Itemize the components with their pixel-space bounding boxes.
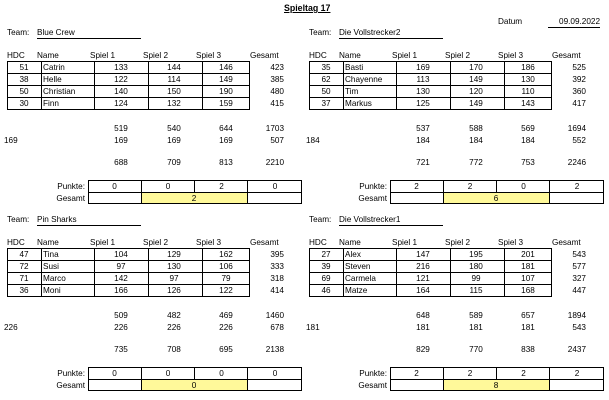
player-spiel1: 130 xyxy=(416,86,430,96)
team-label: Team: xyxy=(309,215,332,224)
team-name: Blue Crew xyxy=(37,27,141,39)
final-spiel1: 829 xyxy=(416,345,430,354)
player-name: Helle xyxy=(43,74,62,84)
player-spiel3: 159 xyxy=(219,98,233,108)
hdc_row-spiel2: 226 xyxy=(167,323,181,332)
scratch-spiel1: 537 xyxy=(416,124,430,133)
player-name: Catrin xyxy=(43,62,65,72)
player-name: Steven xyxy=(345,261,371,271)
player-hdc: 37 xyxy=(321,98,331,108)
player-spiel1: 121 xyxy=(416,273,430,283)
player-name: Basti xyxy=(345,62,364,72)
hdc-total: 184 xyxy=(306,136,320,145)
final-total: 2246 xyxy=(567,158,586,167)
points-total: 0 xyxy=(191,381,197,390)
player-spiel2: 129 xyxy=(167,249,181,259)
player-spiel3: 146 xyxy=(219,62,233,72)
player-total: 423 xyxy=(270,62,284,72)
player-name: Moni xyxy=(43,285,61,295)
player-name: Finn xyxy=(43,98,59,108)
date-value: 09.09.2022 xyxy=(548,16,600,28)
scratch-spiel3: 469 xyxy=(219,311,233,320)
points-value: 2 xyxy=(219,182,224,191)
player-spiel2: 180 xyxy=(469,261,483,271)
final-spiel2: 772 xyxy=(469,158,483,167)
player-total: 525 xyxy=(572,62,586,72)
player-spiel2: 126 xyxy=(167,285,181,295)
col-hdc: HDC xyxy=(7,51,25,60)
hdc_row-spiel1: 181 xyxy=(416,323,430,332)
scratch-total: 1894 xyxy=(567,311,586,320)
punkte-label: Punkte: xyxy=(57,369,85,378)
team-name: Die Vollstrecker2 xyxy=(339,27,443,39)
player-name: Markus xyxy=(345,98,372,108)
hdc_row-total: 507 xyxy=(270,136,284,145)
player-spiel1: 169 xyxy=(416,62,430,72)
punkte-label: Punkte: xyxy=(359,182,387,191)
player-spiel3: 107 xyxy=(521,273,535,283)
player-total: 333 xyxy=(270,261,284,271)
col-spiel3: Spiel 3 xyxy=(498,51,524,60)
col-divider xyxy=(343,61,344,110)
points-value: 2 xyxy=(414,369,419,378)
player-name: Chayenne xyxy=(345,74,383,84)
col-name: Name xyxy=(37,51,59,60)
player-total: 385 xyxy=(270,74,284,84)
points-value: 2 xyxy=(467,182,473,191)
col-spiel1: Spiel 1 xyxy=(392,51,418,60)
col-spiel3: Spiel 3 xyxy=(498,238,524,247)
player-spiel1: 104 xyxy=(114,249,128,259)
player-spiel1: 140 xyxy=(114,86,128,96)
player-spiel3: 162 xyxy=(219,249,233,259)
scratch-total: 1703 xyxy=(265,124,284,133)
final-spiel3: 695 xyxy=(219,345,233,354)
player-spiel3: 181 xyxy=(521,261,535,271)
player-hdc: 69 xyxy=(321,273,331,283)
points-col-divider xyxy=(247,192,248,204)
player-spiel2: 170 xyxy=(469,62,483,72)
col-divider xyxy=(343,248,344,297)
player-spiel2: 114 xyxy=(167,74,181,84)
player-total: 415 xyxy=(270,98,284,108)
player-name: Alex xyxy=(345,249,361,259)
scratch-spiel1: 509 xyxy=(114,311,128,320)
points-total: 6 xyxy=(493,194,499,203)
points-total: 8 xyxy=(493,381,499,390)
col-spiel3: Spiel 3 xyxy=(196,238,222,247)
points-value: 0 xyxy=(272,182,278,191)
player-total: 577 xyxy=(572,261,586,271)
hdc_row-spiel3: 181 xyxy=(521,323,535,332)
col-spiel2: Spiel 2 xyxy=(445,51,471,60)
player-hdc: 51 xyxy=(19,62,29,72)
player-spiel2: 120 xyxy=(469,86,483,96)
player-spiel1: 147 xyxy=(416,249,430,259)
player-hdc: 39 xyxy=(321,261,331,271)
player-spiel2: 130 xyxy=(167,261,181,271)
player-spiel2: 132 xyxy=(167,98,181,108)
scratch-spiel2: 540 xyxy=(167,124,181,133)
points-value: 0 xyxy=(112,369,117,378)
points-value: 2 xyxy=(521,369,526,378)
hdc_row-total: 552 xyxy=(572,136,586,145)
player-hdc: 30 xyxy=(19,98,29,108)
col-name: Name xyxy=(339,51,361,60)
final-spiel1: 735 xyxy=(114,345,128,354)
scratch-spiel2: 588 xyxy=(469,124,483,133)
hdc_row-spiel2: 169 xyxy=(167,136,181,145)
points-value: 0 xyxy=(272,369,278,378)
col-gesamt: Gesamt xyxy=(552,51,581,60)
points-value: 0 xyxy=(112,182,117,191)
points-value: 0 xyxy=(219,369,224,378)
player-spiel3: 130 xyxy=(521,74,535,84)
col-spiel2: Spiel 2 xyxy=(143,238,169,247)
player-spiel1: 216 xyxy=(416,261,430,271)
player-hdc: 46 xyxy=(321,285,331,295)
player-hdc: 35 xyxy=(321,62,331,72)
player-name: Christian xyxy=(43,86,76,96)
player-spiel3: 110 xyxy=(521,86,535,96)
scratch-spiel2: 589 xyxy=(469,311,483,320)
points-value: 0 xyxy=(165,369,171,378)
player-total: 392 xyxy=(572,74,586,84)
player-spiel3: 106 xyxy=(219,261,233,271)
player-hdc: 27 xyxy=(321,249,331,259)
col-hdc: HDC xyxy=(309,238,327,247)
final-spiel1: 721 xyxy=(416,158,430,167)
hdc-total: 181 xyxy=(306,323,320,332)
player-spiel1: 142 xyxy=(114,273,128,283)
col-gesamt: Gesamt xyxy=(250,238,279,247)
col-spiel1: Spiel 1 xyxy=(392,238,418,247)
player-hdc: 47 xyxy=(19,249,29,259)
points-value: 0 xyxy=(165,182,171,191)
points-value: 2 xyxy=(574,369,580,378)
player-spiel2: 149 xyxy=(469,74,483,84)
hdc_row-total: 678 xyxy=(270,323,284,332)
gesamt-label: Gesamt xyxy=(56,194,85,203)
player-spiel2: 150 xyxy=(167,86,181,96)
hdc_row-spiel3: 169 xyxy=(219,136,233,145)
hdc-total: 226 xyxy=(4,323,18,332)
player-spiel3: 79 xyxy=(221,273,231,283)
final-spiel2: 770 xyxy=(469,345,483,354)
gesamt-label: Gesamt xyxy=(56,381,85,390)
player-spiel2: 195 xyxy=(469,249,483,259)
player-total: 360 xyxy=(572,86,586,96)
col-gesamt: Gesamt xyxy=(250,51,279,60)
player-spiel1: 164 xyxy=(416,285,430,295)
scratch-total: 1694 xyxy=(567,124,586,133)
player-spiel1: 133 xyxy=(114,62,128,72)
player-hdc: 38 xyxy=(19,74,29,84)
scratch-spiel2: 482 xyxy=(167,311,181,320)
hdc_row-spiel3: 184 xyxy=(521,136,535,145)
col-spiel2: Spiel 2 xyxy=(143,51,169,60)
player-spiel2: 144 xyxy=(167,62,181,72)
hdc_row-spiel3: 226 xyxy=(219,323,233,332)
team-name: Die Vollstrecker1 xyxy=(339,214,443,226)
col-hdc: HDC xyxy=(7,238,25,247)
col-name: Name xyxy=(37,238,59,247)
gesamt-label: Gesamt xyxy=(358,194,387,203)
player-name: Tim xyxy=(345,86,359,96)
points-col-divider xyxy=(247,379,248,391)
player-spiel1: 97 xyxy=(116,261,126,271)
player-spiel3: 201 xyxy=(521,249,535,259)
scratch-spiel3: 644 xyxy=(219,124,233,133)
player-total: 543 xyxy=(572,249,586,259)
final-total: 2437 xyxy=(567,345,586,354)
player-spiel3: 149 xyxy=(219,74,233,84)
hdc_row-spiel2: 181 xyxy=(469,323,483,332)
team-label: Team: xyxy=(7,215,30,224)
hdc_row-spiel1: 226 xyxy=(114,323,128,332)
team-label: Team: xyxy=(309,28,332,37)
player-name: Carmela xyxy=(345,273,376,283)
player-spiel1: 113 xyxy=(416,74,430,84)
hdc_row-spiel1: 169 xyxy=(114,136,128,145)
player-hdc: 71 xyxy=(19,273,29,283)
col-name: Name xyxy=(339,238,361,247)
player-total: 318 xyxy=(270,273,284,283)
col-gesamt: Gesamt xyxy=(552,238,581,247)
col-spiel2: Spiel 2 xyxy=(445,238,471,247)
points-col-divider xyxy=(549,192,550,204)
scratch-spiel1: 519 xyxy=(114,124,128,133)
points-total: 2 xyxy=(191,194,197,203)
player-hdc: 50 xyxy=(321,86,331,96)
punkte-label: Punkte: xyxy=(359,369,387,378)
scratch-spiel3: 569 xyxy=(521,124,535,133)
team-label: Team: xyxy=(7,28,30,37)
hdc_row-spiel1: 184 xyxy=(416,136,430,145)
player-spiel2: 97 xyxy=(169,273,179,283)
player-spiel3: 143 xyxy=(521,98,535,108)
player-total: 447 xyxy=(572,285,586,295)
player-total: 414 xyxy=(270,285,284,295)
player-name: Matze xyxy=(345,285,368,295)
points-value: 2 xyxy=(574,182,580,191)
final-total: 2138 xyxy=(265,345,284,354)
player-total: 395 xyxy=(270,249,284,259)
player-hdc: 72 xyxy=(19,261,29,271)
final-spiel1: 688 xyxy=(114,158,128,167)
points-col-divider xyxy=(549,379,550,391)
hdc_row-total: 543 xyxy=(572,323,586,332)
final-spiel2: 708 xyxy=(167,345,181,354)
player-name: Tina xyxy=(43,249,59,259)
player-spiel3: 122 xyxy=(219,285,233,295)
final-spiel3: 838 xyxy=(521,345,535,354)
player-hdc: 36 xyxy=(19,285,29,295)
col-spiel3: Spiel 3 xyxy=(196,51,222,60)
player-spiel3: 168 xyxy=(521,285,535,295)
col-spiel1: Spiel 1 xyxy=(90,51,116,60)
team-name: Pin Sharks xyxy=(37,214,141,226)
player-total: 417 xyxy=(572,98,586,108)
points-value: 0 xyxy=(521,182,526,191)
col-divider xyxy=(41,248,42,297)
player-spiel1: 125 xyxy=(416,98,430,108)
col-spiel1: Spiel 1 xyxy=(90,238,116,247)
page-title: Spieltag 17 xyxy=(284,3,331,13)
player-name: Marco xyxy=(43,273,66,283)
player-hdc: 50 xyxy=(19,86,29,96)
points-value: 2 xyxy=(414,182,419,191)
player-spiel2: 115 xyxy=(469,285,483,295)
player-name: Susi xyxy=(43,261,59,271)
player-spiel2: 149 xyxy=(469,98,483,108)
scratch-spiel1: 648 xyxy=(416,311,430,320)
final-total: 2210 xyxy=(265,158,284,167)
final-spiel2: 709 xyxy=(167,158,181,167)
player-spiel3: 190 xyxy=(219,86,233,96)
punkte-label: Punkte: xyxy=(57,182,85,191)
player-spiel2: 99 xyxy=(471,273,481,283)
hdc_row-spiel2: 184 xyxy=(469,136,483,145)
player-total: 327 xyxy=(572,273,586,283)
gesamt-label: Gesamt xyxy=(358,381,387,390)
scratch-spiel3: 657 xyxy=(521,311,535,320)
player-spiel1: 166 xyxy=(114,285,128,295)
col-hdc: HDC xyxy=(309,51,327,60)
points-value: 2 xyxy=(467,369,473,378)
date-label: Datum xyxy=(498,17,523,26)
final-spiel3: 813 xyxy=(219,158,233,167)
scratch-total: 1460 xyxy=(265,311,284,320)
player-hdc: 62 xyxy=(321,74,331,84)
col-divider xyxy=(41,61,42,110)
player-total: 480 xyxy=(270,86,284,96)
player-spiel1: 124 xyxy=(114,98,128,108)
player-spiel1: 122 xyxy=(114,74,128,84)
final-spiel3: 753 xyxy=(521,158,535,167)
hdc-total: 169 xyxy=(4,136,18,145)
player-spiel3: 186 xyxy=(521,62,535,72)
